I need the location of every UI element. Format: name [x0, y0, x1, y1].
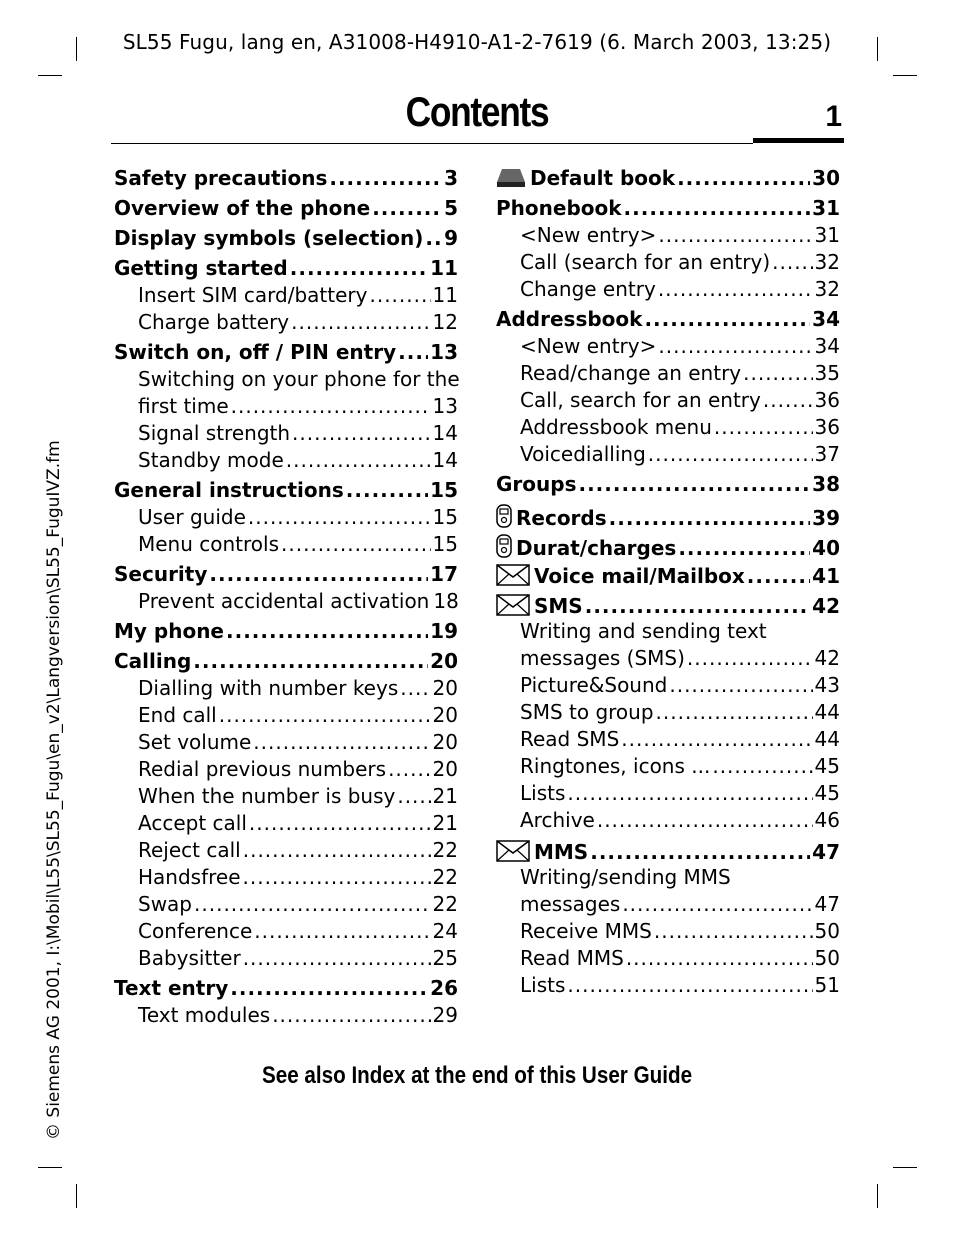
- toc-entry-page: 24: [432, 919, 458, 943]
- dot-leader: [747, 563, 810, 590]
- toc-entry-page: 32: [814, 277, 840, 301]
- dot-leader: [243, 864, 431, 891]
- toc-entry-page: 20: [432, 757, 458, 781]
- toc-entry-page: 13: [430, 340, 458, 364]
- toc-entry-label: Voicedialling: [520, 442, 646, 466]
- toc-entry-label: Archive: [520, 808, 595, 832]
- toc-entry-label: Redial previous numbers: [138, 757, 387, 781]
- dot-leader: [590, 839, 810, 866]
- toc-section-entry[interactable]: [496, 972, 840, 999]
- toc-chapter-entry[interactable]: [114, 195, 458, 222]
- toc-section-entry[interactable]: [114, 945, 458, 972]
- toc-entry-page: 3: [444, 166, 458, 190]
- dot-leader: [248, 504, 431, 531]
- toc-entry-page: 20: [432, 676, 458, 700]
- dot-leader: [243, 837, 431, 864]
- dot-leader: [656, 699, 813, 726]
- toc-section-entry[interactable]: [114, 366, 458, 393]
- index-note: See also Index at the end of this User Guide: [261, 1062, 693, 1089]
- dot-leader: [772, 249, 812, 276]
- dot-leader: [226, 618, 428, 645]
- toc-entry-label: Safety precautions: [114, 166, 328, 190]
- toc-entry-page: 46: [814, 808, 840, 832]
- toc-section-entry[interactable]: [496, 864, 840, 891]
- toc-chapter-entry[interactable]: [496, 531, 840, 558]
- toc-section-entry[interactable]: [496, 891, 840, 918]
- toc-chapter-entry[interactable]: [496, 471, 840, 498]
- toc-entry-page: 40: [812, 536, 840, 560]
- toc-section-entry[interactable]: [496, 387, 840, 414]
- toc-entry-label: Accept call: [138, 811, 247, 835]
- toc-entry-label: Calling: [114, 649, 192, 673]
- toc-entry-page: 22: [432, 838, 458, 862]
- toc-entry-label: Durat/charges: [516, 536, 677, 560]
- dot-leader: [609, 505, 811, 532]
- toc-entry-page: 12: [432, 310, 458, 334]
- toc-section-entry[interactable]: [114, 837, 458, 864]
- toc-chapter-entry[interactable]: [496, 561, 840, 588]
- toc-section-entry[interactable]: [114, 864, 458, 891]
- toc-entry-page: 38: [812, 472, 840, 496]
- dot-leader: [400, 675, 430, 702]
- dot-leader: [578, 471, 810, 498]
- dot-leader: [621, 726, 812, 753]
- toc-chapter-entry[interactable]: [114, 225, 458, 252]
- toc-entry-label: Call, search for an entry: [520, 388, 761, 412]
- toc-section-entry[interactable]: [496, 441, 840, 468]
- toc-section-entry[interactable]: [496, 276, 840, 303]
- toc-entry-page: 19: [430, 619, 458, 643]
- toc-entry-label: SMS: [534, 594, 583, 618]
- dot-leader: [230, 975, 428, 1002]
- dot-leader: [286, 447, 431, 474]
- toc-section-entry[interactable]: [496, 753, 840, 780]
- toc-entry-label: Overview of the phone: [114, 196, 371, 220]
- toc-entry-page: 44: [814, 700, 840, 724]
- toc-entry-label: Default book: [530, 166, 676, 190]
- toc-entry-label: Swap: [138, 892, 193, 916]
- toc-left-column: [114, 165, 458, 1029]
- toc-chapter-entry[interactable]: [496, 165, 840, 192]
- toc-entry-label: Ringtones, icons ...: [520, 754, 711, 778]
- toc-entry-label: Prevent accidental activation: [138, 589, 430, 613]
- toc-section-entry[interactable]: [114, 447, 458, 474]
- phone-records-icon: [496, 504, 512, 535]
- toc-entry-page: 35: [814, 361, 840, 385]
- toc-entry-page: 15: [432, 505, 458, 529]
- toc-entry-label: Standby mode: [138, 448, 284, 472]
- dot-leader: [678, 535, 810, 562]
- toc-chapter-entry[interactable]: [496, 306, 840, 333]
- toc-section-entry[interactable]: [496, 780, 840, 807]
- toc-entry-label: End call: [138, 703, 217, 727]
- toc-entry-page: 25: [432, 946, 458, 970]
- toc-entry-label: Lists: [520, 973, 566, 997]
- toc-entry-label: Handsfree: [138, 865, 241, 889]
- toc-entry-label: Getting started: [114, 256, 288, 280]
- toc-entry-page: 36: [814, 415, 840, 439]
- toc-entry-label: Voice mail/Mailbox: [534, 564, 745, 588]
- toc-entry-label: User guide: [138, 505, 246, 529]
- toc-chapter-entry[interactable]: [114, 561, 458, 588]
- toc-entry-label: <New entry>: [520, 223, 657, 247]
- toc-section-entry[interactable]: [496, 918, 840, 945]
- toc-entry-label: Switch on, off / PIN entry: [114, 340, 397, 364]
- toc-entry-label: Call (search for an entry): [520, 250, 771, 274]
- toc-section-entry[interactable]: [114, 1002, 458, 1029]
- dot-leader: [648, 441, 813, 468]
- dot-leader: [193, 648, 428, 675]
- toc-entry-label: SMS to group: [520, 700, 654, 724]
- toc-entry-label: Groups: [496, 472, 577, 496]
- toc-section-entry[interactable]: [496, 249, 840, 276]
- toc-section-entry[interactable]: [114, 891, 458, 918]
- dot-leader: [644, 306, 810, 333]
- toc-section-entry[interactable]: [496, 222, 840, 249]
- toc-chapter-entry[interactable]: [114, 618, 458, 645]
- dot-leader: [714, 414, 813, 441]
- toc-entry-label: Text modules: [138, 1003, 271, 1027]
- crop-mark: [893, 1167, 917, 1168]
- toc-entry-page: 37: [814, 442, 840, 466]
- toc-entry-page: 36: [814, 388, 840, 412]
- dot-leader: [397, 783, 430, 810]
- dot-leader: [626, 945, 813, 972]
- toc-entry-page: 34: [812, 307, 840, 331]
- toc-entry-page: 42: [812, 594, 840, 618]
- toc-entry-page: 22: [432, 865, 458, 889]
- toc-entry-page: 44: [814, 727, 840, 751]
- toc-entry-page: 9: [444, 226, 458, 250]
- toc-entry-label: General instructions: [114, 478, 344, 502]
- dot-leader: [369, 282, 430, 309]
- toc-section-entry[interactable]: [496, 645, 840, 672]
- toc-entry-page: 51: [814, 973, 840, 997]
- toc-entry-label: Display symbols (selection): [114, 226, 424, 250]
- toc-section-entry[interactable]: [114, 504, 458, 531]
- toc-chapter-entry[interactable]: [496, 501, 840, 528]
- toc-chapter-entry[interactable]: [114, 975, 458, 1002]
- toc-entry-label: Text entry: [114, 976, 229, 1000]
- dot-leader: [712, 753, 812, 780]
- toc-entry-page: 26: [430, 976, 458, 1000]
- toc-entry-page: 50: [814, 919, 840, 943]
- crop-mark: [76, 1184, 77, 1208]
- dot-leader: [567, 780, 812, 807]
- envelope-icon: [496, 594, 530, 623]
- toc-entry-page: 5: [444, 196, 458, 220]
- toc-entry-label: first time: [138, 394, 229, 418]
- toc-section-entry[interactable]: [114, 393, 458, 420]
- dot-leader: [272, 1002, 430, 1029]
- toc-entry-page: 45: [814, 754, 840, 778]
- toc-section-entry[interactable]: [114, 729, 458, 756]
- toc-section-entry[interactable]: [496, 360, 840, 387]
- toc-entry-page: 21: [432, 784, 458, 808]
- toc-chapter-entry[interactable]: [114, 477, 458, 504]
- toc-entry-label: Writing and sending text: [520, 619, 767, 643]
- toc-entry-label: Change entry: [520, 277, 656, 301]
- toc-entry-label: Babysitter: [138, 946, 241, 970]
- print-header: SL55 Fugu, lang en, A31008-H4910-A1-2-7619 (6. March 2003, 13:25): [122, 30, 832, 54]
- toc-entry-page: 29: [432, 1003, 458, 1027]
- envelope-icon: [496, 564, 530, 593]
- dot-leader: [249, 810, 431, 837]
- toc-entry-label: messages (SMS): [520, 646, 685, 670]
- toc-section-entry[interactable]: [114, 756, 458, 783]
- dot-leader: [743, 360, 812, 387]
- toc-section-entry[interactable]: [496, 699, 840, 726]
- toc-entry-label: When the number is busy: [138, 784, 396, 808]
- dot-leader: [677, 165, 810, 192]
- dot-leader: [194, 891, 431, 918]
- toc-section-entry[interactable]: [496, 726, 840, 753]
- toc-entry-label: Receive MMS: [520, 919, 652, 943]
- toc-entry-label: Signal strength: [138, 421, 291, 445]
- dot-leader: [329, 165, 442, 192]
- page-number-rule: [753, 138, 844, 143]
- toc-entry-page: 13: [432, 394, 458, 418]
- toc-section-entry[interactable]: [114, 918, 458, 945]
- dot-leader: [291, 309, 430, 336]
- toc-entry-page: 39: [812, 506, 840, 530]
- toc-section-entry[interactable]: [496, 618, 840, 645]
- toc-entry-label: Read SMS: [520, 727, 620, 751]
- dot-leader: [388, 756, 430, 783]
- dot-leader: [597, 807, 813, 834]
- dot-leader: [658, 333, 812, 360]
- phone-charges-icon: [496, 534, 512, 565]
- toc-entry-label: Switching on your phone for the: [138, 367, 460, 391]
- toc-entry-label: Phonebook: [496, 196, 622, 220]
- toc-section-entry[interactable]: [114, 783, 458, 810]
- toc-section-entry[interactable]: [114, 588, 458, 615]
- dot-leader: [567, 972, 812, 999]
- toc-entry-label: Addressbook: [496, 307, 643, 331]
- toc-entry-page: 45: [814, 781, 840, 805]
- toc-entry-label: Menu controls: [138, 532, 280, 556]
- toc-section-entry[interactable]: [114, 531, 458, 558]
- toc-chapter-entry[interactable]: [114, 165, 458, 192]
- dot-leader: [209, 561, 428, 588]
- toc-entry-label: Charge battery: [138, 310, 290, 334]
- toc-entry-page: 32: [814, 250, 840, 274]
- toc-entry-label: My phone: [114, 619, 224, 643]
- envelope-icon: [496, 840, 530, 869]
- toc-entry-label: Read MMS: [520, 946, 624, 970]
- toc-entry-page: 22: [432, 892, 458, 916]
- toc-entry-label: MMS: [534, 840, 589, 864]
- title-rule: [111, 143, 753, 144]
- page-number: 1: [825, 100, 842, 133]
- toc-section-entry[interactable]: [496, 807, 840, 834]
- dot-leader: [292, 420, 431, 447]
- dot-leader: [669, 672, 812, 699]
- toc-section-entry[interactable]: [114, 810, 458, 837]
- toc-section-entry[interactable]: [114, 675, 458, 702]
- toc-chapter-entry[interactable]: [114, 648, 458, 675]
- dot-leader: [585, 593, 810, 620]
- toc-entry-page: 30: [812, 166, 840, 190]
- toc-chapter-entry[interactable]: [496, 837, 840, 864]
- file-path-sidebar: © Siemens AG 2001, I:\Mobil\L55\SL55_Fugu\en_v2\Langversion\SL55_FuguIVZ.fm: [44, 440, 64, 1140]
- toc-entry-label: Lists: [520, 781, 566, 805]
- dot-leader: [254, 918, 430, 945]
- dot-leader: [346, 477, 428, 504]
- toc-chapter-entry[interactable]: [114, 255, 458, 282]
- dot-leader: [253, 729, 430, 756]
- crop-mark: [877, 1184, 878, 1208]
- toc-entry-label: Security: [114, 562, 208, 586]
- dot-leader: [687, 645, 813, 672]
- dot-leader: [622, 891, 812, 918]
- toc-entry-page: 14: [432, 448, 458, 472]
- toc-entry-page: 42: [814, 646, 840, 670]
- toc-section-entry[interactable]: [114, 309, 458, 336]
- toc-entry-page: 41: [812, 564, 840, 588]
- toc-entry-page: 11: [430, 256, 458, 280]
- toc-entry-label: Writing/sending MMS: [520, 865, 731, 889]
- page-title: Contents: [405, 88, 549, 135]
- toc-chapter-entry[interactable]: [114, 339, 458, 366]
- toc-section-entry[interactable]: [496, 333, 840, 360]
- crop-mark: [38, 75, 62, 76]
- toc-entry-page: 43: [814, 673, 840, 697]
- dot-leader: [654, 918, 813, 945]
- toc-entry-page: 21: [432, 811, 458, 835]
- toc-entry-page: 11: [432, 283, 458, 307]
- dot-leader: [231, 393, 431, 420]
- toc-entry-label: Dialling with number keys: [138, 676, 399, 700]
- toc-entry-page: 15: [430, 478, 458, 502]
- crop-mark: [893, 75, 917, 76]
- toc-entry-page: 20: [432, 730, 458, 754]
- toc-section-entry[interactable]: [114, 702, 458, 729]
- toc-entry-page: 47: [812, 840, 840, 864]
- dot-leader: [243, 945, 431, 972]
- toc-entry-label: Read/change an entry: [520, 361, 742, 385]
- toc-entry-label: Reject call: [138, 838, 241, 862]
- dot-leader: [290, 255, 428, 282]
- toc-entry-label: Records: [516, 506, 607, 530]
- toc-entry-page: 31: [814, 223, 840, 247]
- toc-entry-label: Conference: [138, 919, 253, 943]
- dot-leader: [658, 222, 812, 249]
- dot-leader: [624, 195, 811, 222]
- toc-entry-page: 17: [430, 562, 458, 586]
- toc-entry-page: 47: [814, 892, 840, 916]
- toc-entry-label: Insert SIM card/battery: [138, 283, 368, 307]
- toc-entry-page: 31: [812, 196, 840, 220]
- toc-chapter-entry[interactable]: [496, 195, 840, 222]
- dot-leader: [425, 225, 442, 252]
- toc-entry-page: 18: [433, 589, 459, 613]
- dot-leader: [763, 387, 813, 414]
- toc-right-column: [496, 165, 840, 999]
- toc-section-entry[interactable]: [114, 420, 458, 447]
- toc-entry-label: messages: [520, 892, 621, 916]
- toc-entry-page: 14: [432, 421, 458, 445]
- toc-entry-page: 15: [432, 532, 458, 556]
- dot-leader: [281, 531, 431, 558]
- default-book-icon: [496, 168, 526, 195]
- toc-entry-page: 50: [814, 946, 840, 970]
- toc-entry-label: Picture&Sound: [520, 673, 668, 697]
- toc-section-entry[interactable]: [496, 672, 840, 699]
- toc-entry-label: Set volume: [138, 730, 252, 754]
- dot-leader: [658, 276, 813, 303]
- toc-entry-label: Addressbook menu: [520, 415, 712, 439]
- crop-mark: [38, 1167, 62, 1168]
- toc-chapter-entry[interactable]: [496, 591, 840, 618]
- toc-entry-page: 20: [430, 649, 458, 673]
- dot-leader: [372, 195, 442, 222]
- toc-entry-page: 34: [814, 334, 840, 358]
- toc-section-entry[interactable]: [496, 945, 840, 972]
- toc-section-entry[interactable]: [496, 414, 840, 441]
- toc-entry-label: <New entry>: [520, 334, 657, 358]
- dot-leader: [219, 702, 431, 729]
- toc-section-entry[interactable]: [114, 282, 458, 309]
- toc-entry-page: 20: [432, 703, 458, 727]
- dot-leader: [398, 339, 428, 366]
